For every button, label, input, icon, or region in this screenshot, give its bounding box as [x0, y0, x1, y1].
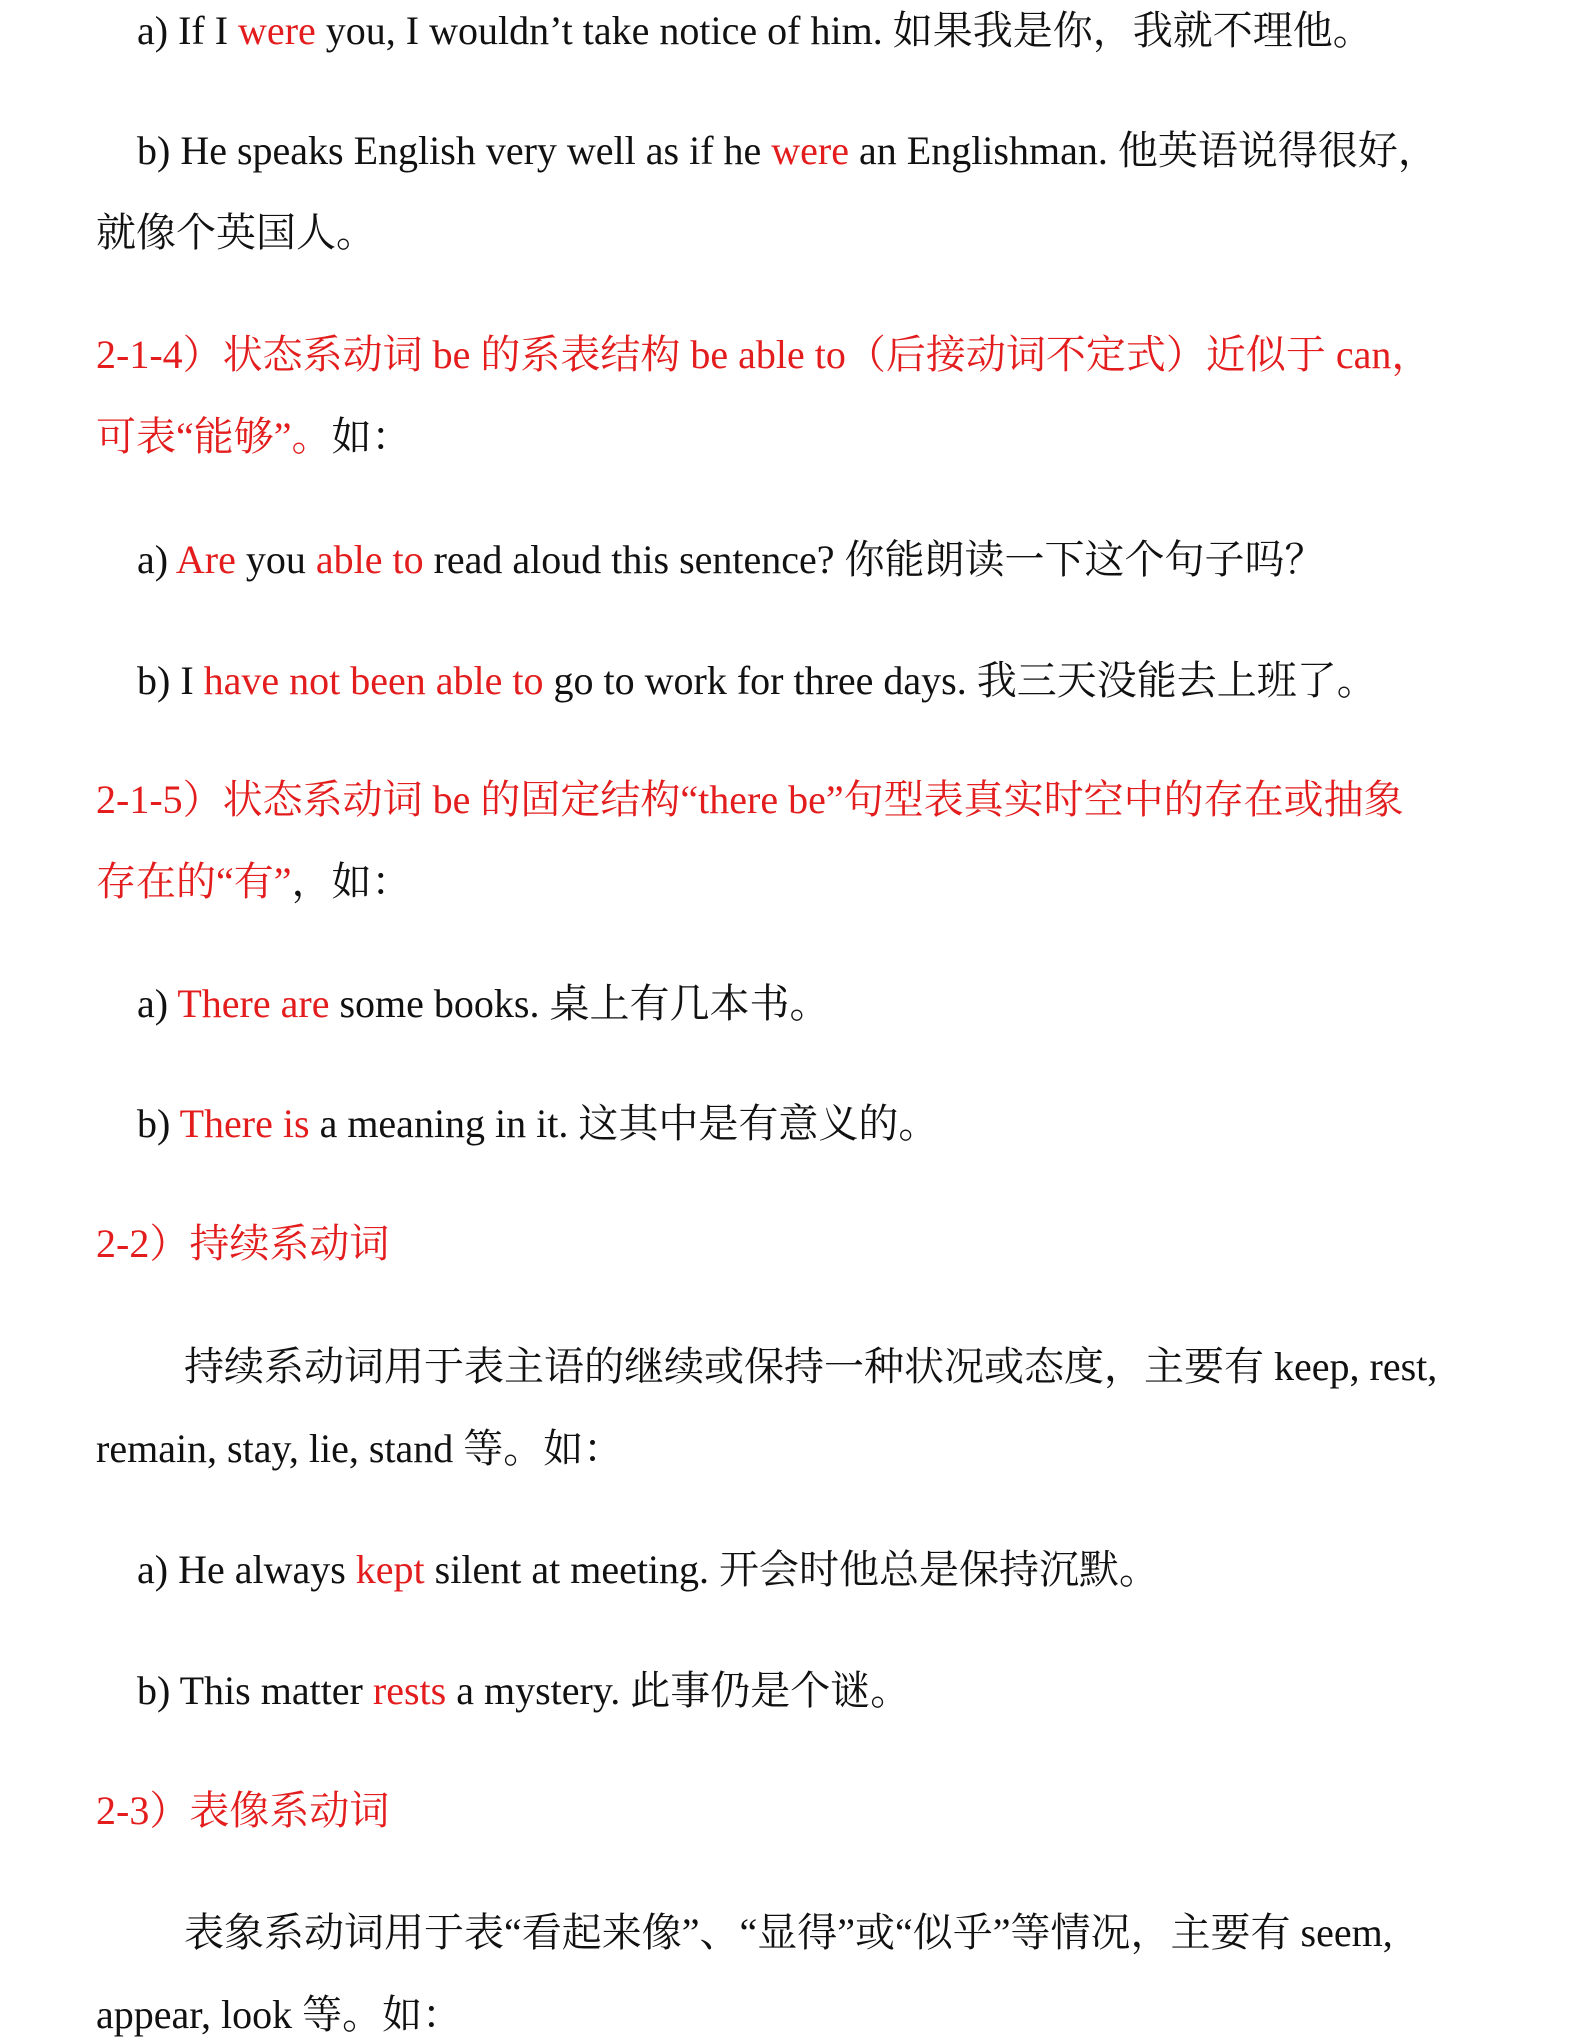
example-were-2-continuation: 就像个英国人。	[96, 210, 376, 255]
highlighted-verb: have not been able to	[203, 658, 544, 703]
text-segment: go to work for three days. 我三天没能去上班了。	[543, 658, 1377, 703]
text-segment: read aloud this sentence? 你能朗读一下这个句子吗？	[423, 537, 1325, 582]
text-segment: you, I wouldn’t take notice of him. 如果我是你，我就不理他。	[315, 8, 1373, 53]
text-segment: a) He always	[137, 1547, 356, 1592]
heading-text: 可表“能够”。	[96, 414, 332, 459]
text-segment: an Englishman. 他英语说得很好，	[849, 128, 1438, 173]
section-heading-2-1-5: 2-1-5）状态系动词 be 的固定结构“there be”句型表真实时空中的存在或抽象	[96, 777, 1404, 822]
section-heading-2-2: 2-2）持续系动词	[96, 1221, 390, 1266]
example-were-1	[137, 6, 1373, 56]
text-segment: some books. 桌上有几本书。	[329, 981, 830, 1026]
highlighted-verb: rests	[372, 1668, 447, 1713]
section-heading-2-1-4-line2	[96, 412, 412, 462]
highlighted-verb: were	[771, 128, 849, 173]
example-kept	[137, 1545, 1159, 1595]
example-there-are	[137, 979, 829, 1029]
text-segment: ，如：	[291, 859, 412, 904]
section-heading-2-1-4: 2-1-4）状态系动词 be 的系表结构 be able to（后接动词不定式）近似于 can，	[96, 332, 1432, 377]
highlighted-verb: There are	[177, 981, 330, 1026]
highlighted-verb: Are	[175, 537, 236, 582]
section-heading-2-3: 2-3）表像系动词	[96, 1788, 390, 1833]
example-were-2	[137, 126, 1438, 176]
text-segment: b)	[137, 1101, 180, 1146]
example-able-1	[137, 535, 1325, 585]
highlighted-verb: There is	[179, 1101, 310, 1146]
text-segment: a)	[137, 981, 178, 1026]
text-segment: 如：	[331, 414, 412, 459]
section-heading-2-1-5-line2	[96, 857, 412, 907]
text-segment: b) I	[137, 658, 204, 703]
paragraph-2-2-line1: 持续系动词用于表主语的继续或保持一种状况或态度，主要有 keep, rest,	[184, 1344, 1438, 1389]
paragraph-2-2-line2: remain, stay, lie, stand 等。如：	[96, 1426, 624, 1471]
text-segment: a mystery. 此事仍是个谜。	[446, 1668, 911, 1713]
highlighted-verb: were	[238, 8, 316, 53]
paragraph-2-3-line1: 表象系动词用于表“看起来像”、“显得”或“似乎”等情况，主要有 seem,	[184, 1910, 1393, 1955]
text-segment: a) If I	[137, 8, 239, 53]
paragraph-2-3-line2: appear, look 等。如：	[96, 1992, 463, 2037]
text-segment: silent at meeting. 开会时他总是保持沉默。	[424, 1547, 1160, 1592]
example-rests	[137, 1666, 910, 1716]
text-segment: a meaning in it. 这其中是有意义的。	[309, 1101, 939, 1146]
text-segment: b) This matter	[137, 1668, 373, 1713]
example-able-2	[137, 656, 1377, 706]
highlighted-verb: kept	[355, 1547, 425, 1592]
heading-text: 存在的“有”	[96, 859, 292, 904]
example-there-is	[137, 1099, 938, 1149]
text-segment: you	[235, 537, 316, 582]
text-segment: a)	[137, 537, 176, 582]
text-segment: b) He speaks English very well as if he	[137, 128, 772, 173]
highlighted-verb: able to	[315, 537, 424, 582]
